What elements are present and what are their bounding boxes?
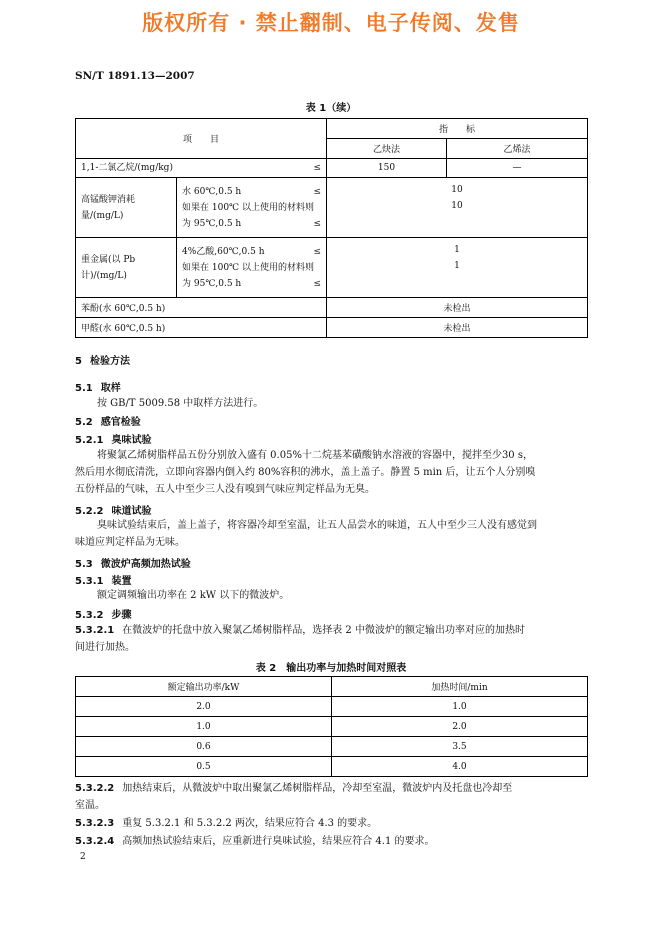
table-row bbox=[76, 298, 588, 318]
time-cell: 3.5 bbox=[332, 737, 588, 757]
condition-text: 如果在 100℃ 以上使用的材料则 bbox=[182, 202, 314, 213]
le-sign: ≤ bbox=[313, 163, 322, 173]
section-5-1-text: 按 GB/T 5009.58 中取样方法进行。 bbox=[97, 398, 264, 409]
clause-text: 加热结束后，从微波炉中取出聚氯乙烯树脂样品，冷却至室温，微波炉内及托盘也冷却至 bbox=[122, 783, 513, 794]
section-number: 5.3 bbox=[75, 559, 93, 570]
row5-label: 甲醛(水 60℃,0.5 h) bbox=[76, 318, 327, 338]
section-title: 感官检验 bbox=[100, 417, 141, 428]
time-cell: 1.0 bbox=[332, 697, 588, 717]
value-line: 10 bbox=[451, 185, 463, 195]
le-sign: ≤ bbox=[313, 246, 322, 257]
table-row bbox=[76, 238, 588, 298]
row1-value-acetylene: 150 bbox=[327, 159, 447, 178]
condition-text: 如果在 100℃ 以上使用的材料则 bbox=[182, 262, 314, 273]
row2-values bbox=[327, 178, 588, 238]
header-item: 项 目 bbox=[76, 119, 327, 159]
section-5-1-heading bbox=[75, 379, 121, 394]
paragraph-line bbox=[75, 622, 587, 639]
section-title: 微波炉高频加热试验 bbox=[100, 559, 191, 570]
paragraph-line bbox=[75, 780, 587, 797]
section-number: 5.3.1 bbox=[75, 576, 104, 587]
header-method-ethylene: 乙烯法 bbox=[447, 139, 588, 159]
condition-text: 为 95℃,0.5 h bbox=[182, 278, 242, 289]
row1-value-ethylene: — bbox=[447, 159, 588, 178]
section-5-3-2-1-text bbox=[75, 622, 587, 656]
paragraph-line: 臭味试验结束后，盖上盖子，将容器冷却至室温，让五人品尝水的味道，五人中至少三人没有感觉到 bbox=[97, 520, 537, 531]
time-cell: 2.0 bbox=[332, 717, 588, 737]
section-5-2-1-text bbox=[75, 447, 587, 498]
section-number: 5.2.1 bbox=[75, 435, 104, 446]
column-header-time: 加热时间/min bbox=[332, 677, 588, 697]
copyright-watermark: 版权所有 · 禁止翻制、电子传阅、发售 bbox=[142, 11, 520, 35]
header-method-acetylene: 乙炔法 bbox=[327, 139, 447, 159]
clause-number: 5.3.2.2 bbox=[75, 783, 115, 794]
row4-label: 苯酚(水 60℃,0.5 h) bbox=[76, 298, 327, 318]
section-number: 5.2.2 bbox=[75, 506, 104, 517]
row5-value: 未检出 bbox=[327, 318, 588, 338]
table-row bbox=[76, 318, 588, 338]
section-5-3-2-heading bbox=[75, 606, 131, 621]
condition-text: 水 60℃,0.5 h bbox=[182, 186, 242, 197]
section-5-2-1-heading bbox=[75, 431, 151, 446]
value-line: 1 bbox=[454, 261, 460, 271]
section-5-3-2-4-text bbox=[75, 833, 587, 850]
clause-number: 5.3.2.3 bbox=[75, 818, 115, 829]
section-title: 味道试验 bbox=[111, 506, 152, 517]
le-sign: ≤ bbox=[313, 218, 322, 229]
le-sign: ≤ bbox=[313, 278, 322, 289]
column-header-power: 额定输出功率/kW bbox=[76, 677, 332, 697]
time-cell: 4.0 bbox=[332, 757, 588, 777]
section-title: 检验方法 bbox=[89, 356, 130, 367]
table2 bbox=[75, 676, 588, 777]
row2-label: 高锰酸钾消耗量/(mg/L) bbox=[76, 178, 177, 238]
page-number: 2 bbox=[80, 852, 86, 862]
paragraph-line: 然后用水彻底清洗，立即向容器内倒入约 80%容积的沸水，盖上盖子。静置 5 min 后，让五个人分别嗅 bbox=[75, 467, 536, 478]
value-line: 1 bbox=[454, 245, 460, 255]
table-row bbox=[76, 178, 588, 238]
table2-caption: 表 2 输出功率与加热时间对照表 bbox=[255, 663, 407, 674]
row2-conditions bbox=[177, 178, 327, 238]
paragraph-line: 室温。 bbox=[75, 800, 105, 811]
table-row bbox=[76, 757, 588, 777]
section-number: 5.2 bbox=[75, 417, 93, 428]
clause-text: 在微波炉的托盘中放入聚氯乙烯树脂样品，选择表 2 中微波炉的额定输出功率对应的加热时 bbox=[122, 625, 525, 636]
table-row bbox=[76, 119, 588, 139]
paragraph-line: 味道应判定样品为无味。 bbox=[75, 537, 185, 548]
table1 bbox=[75, 118, 588, 338]
table-row bbox=[76, 697, 588, 717]
section-5-heading bbox=[75, 352, 130, 367]
section-number: 5.1 bbox=[75, 383, 93, 394]
section-title: 装置 bbox=[111, 576, 132, 587]
row-label bbox=[76, 159, 327, 178]
section-5-3-1-text: 额定调频输出功率在 2 kW 以下的微波炉。 bbox=[97, 590, 290, 601]
table1-caption: 表 1（续） bbox=[305, 103, 357, 114]
row3-label: 重金属(以 Pb 计)/(mg/L) bbox=[76, 238, 177, 298]
condition-text: 4%乙酸,60℃,0.5 h bbox=[182, 246, 265, 257]
standard-number: SN/T 1891.13—2007 bbox=[75, 70, 195, 82]
power-cell: 0.6 bbox=[76, 737, 332, 757]
row1-label: 1,1-二氯乙烷/(mg/kg) bbox=[81, 163, 173, 173]
clause-text: 高频加热试验结束后，应重新进行臭味试验，结果应符合 4.1 的要求。 bbox=[122, 836, 435, 847]
clause-number: 5.3.2.1 bbox=[75, 625, 115, 636]
table-row bbox=[76, 717, 588, 737]
table-row bbox=[76, 737, 588, 757]
section-number: 5.3.2 bbox=[75, 610, 104, 621]
row3-values bbox=[327, 238, 588, 298]
paragraph-line: 五份样品的气味，五人中至少三人没有嗅到气味应判定样品为无臭。 bbox=[75, 484, 375, 495]
section-title: 步骤 bbox=[111, 610, 132, 621]
paragraph-line: 间进行加热。 bbox=[75, 642, 135, 653]
section-title: 取样 bbox=[100, 383, 121, 394]
power-cell: 0.5 bbox=[76, 757, 332, 777]
clause-number: 5.3.2.4 bbox=[75, 836, 115, 847]
le-sign: ≤ bbox=[313, 186, 322, 197]
header-index: 指 标 bbox=[327, 119, 588, 139]
section-5-2-2-text bbox=[75, 517, 587, 551]
section-title: 臭味试验 bbox=[111, 435, 152, 446]
section-5-3-2-2-text bbox=[75, 780, 587, 814]
section-number: 5 bbox=[75, 356, 82, 367]
condition-text: 为 95℃,0.5 h bbox=[182, 218, 242, 229]
power-cell: 1.0 bbox=[76, 717, 332, 737]
power-cell: 2.0 bbox=[76, 697, 332, 717]
paragraph-line: 将聚氯乙烯树脂样品五份分别放入盛有 0.05%十二烷基苯磺酸钠水溶液的容器中，搅拌至少30 s， bbox=[97, 450, 533, 461]
table-row bbox=[76, 677, 588, 697]
value-line: 10 bbox=[451, 201, 463, 211]
clause-text: 重复 5.3.2.1 和 5.3.2.2 两次，结果应符合 4.3 的要求。 bbox=[122, 818, 378, 829]
section-5-3-2-3-text bbox=[75, 815, 587, 832]
table-row bbox=[76, 159, 588, 178]
section-5-3-1-heading bbox=[75, 572, 131, 587]
section-5-2-2-heading bbox=[75, 502, 151, 517]
section-5-2-heading bbox=[75, 413, 141, 428]
section-5-3-heading bbox=[75, 555, 191, 570]
row4-value: 未检出 bbox=[327, 298, 588, 318]
row3-conditions bbox=[177, 238, 327, 298]
